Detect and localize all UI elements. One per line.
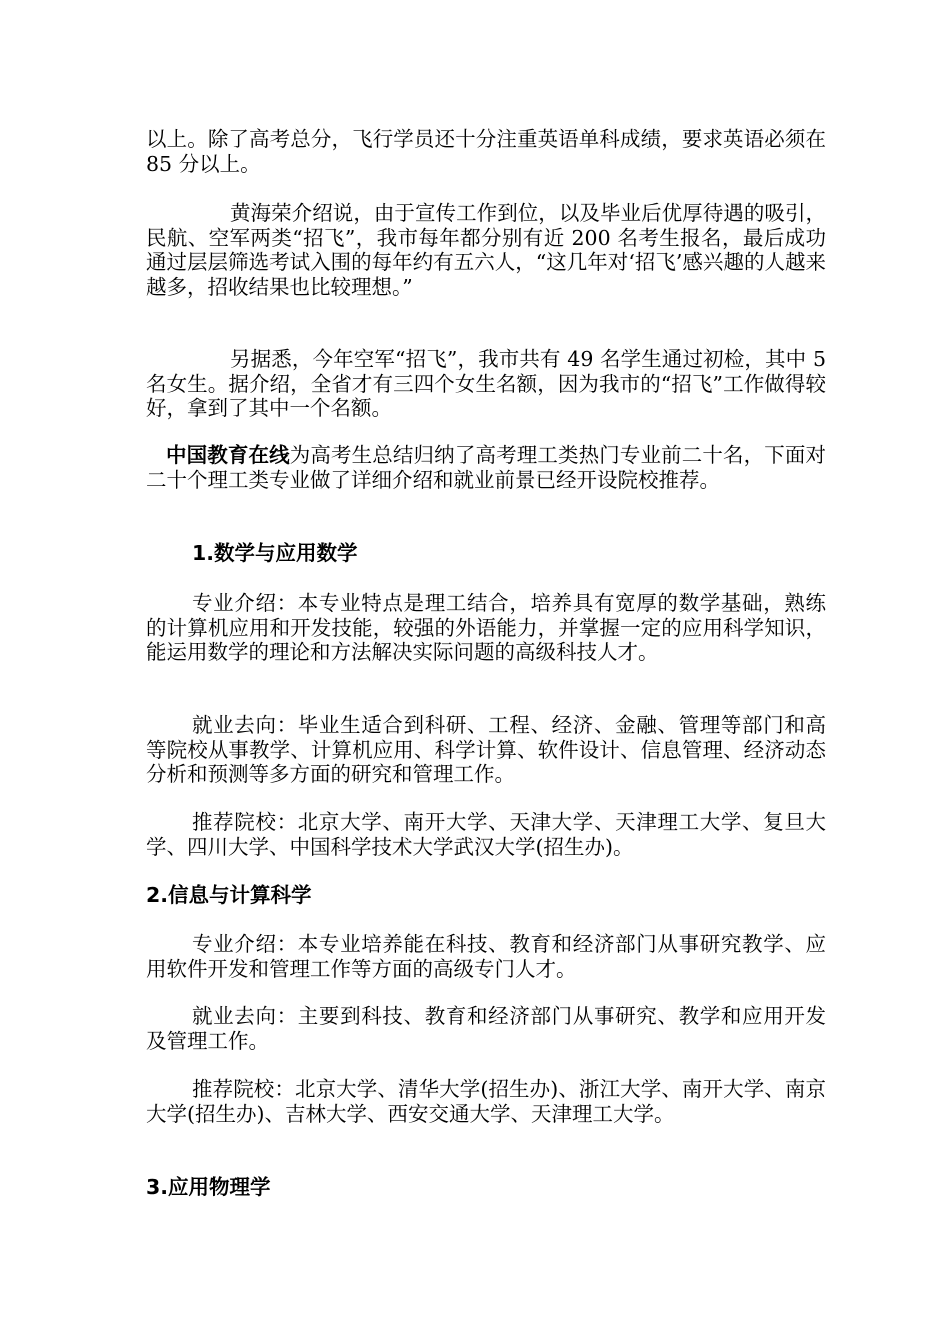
paragraph-flight-english: 以上。除了高考总分，飞行学员还十分注重英语单科成绩，要求英语必须在 85 分以上。: [146, 127, 826, 176]
section2-heading: 2.信息与计算科学: [146, 883, 312, 907]
section1-career: 就业去向：毕业生适合到科研、工程、经济、金融、管理等部门和高等院校从事教学、计算机应用、科学计算、软件设计、信息管理、经济动态分析和预测等多方面的研究和管理工作。: [146, 713, 826, 786]
section1-schools: 推荐院校：北京大学、南开大学、天津大学、天津理工大学、复旦大学、四川大学、中国科学技术大学武汉大学(招生办)。: [146, 810, 826, 859]
paragraph-huang-hairong: 黄海荣介绍说，由于宣传工作到位，以及毕业后优厚待遇的吸引，民航、空军两类“招飞”，我市每年都分别有近 200 名考生报名，最后成功通过层层筛选考试入围的每年约有五六人，“这几年对‘招飞’感兴趣的人越来越多，招收结果也比较理想。”: [146, 201, 826, 299]
section3-heading: 3.应用物理学: [146, 1175, 271, 1199]
section2-intro: 专业介绍：本专业培养能在科技、教育和经济部门从事研究教学、应用软件开发和管理工作等方面的高级专门人才。: [146, 932, 826, 981]
intro-source-name: 中国教育在线: [166, 443, 290, 467]
paragraph-air-force: 另据悉，今年空军“招飞”，我市共有 49 名学生通过初检，其中 5 名女生。据介绍，全省才有三四个女生名额，因为我市的“招飞”工作做得较好，拿到了其中一个名额。: [146, 347, 826, 420]
section1-intro: 专业介绍：本专业特点是理工结合，培养具有宽厚的数学基础，熟练的计算机应用和开发技能，较强的外语能力，并掌握一定的应用科学知识，能运用数学的理论和方法解决实际问题的高级科技人才。: [146, 591, 826, 664]
section2-career: 就业去向：主要到科技、教育和经济部门从事研究、教学和应用开发及管理工作。: [146, 1004, 826, 1053]
section2-schools: 推荐院校：北京大学、清华大学(招生办)、浙江大学、南开大学、南京大学(招生办)、吉林大学、西安交通大学、天津理工大学。: [146, 1077, 826, 1126]
section1-heading: 1.数学与应用数学: [192, 541, 358, 565]
intro-text: 为高考生总结归纳了高考理工类热门专业前二十名，下面对二十个理工类专业做了详细介绍和就业前景已经开设院校推荐。: [146, 443, 827, 492]
paragraph-intro: [146, 443, 826, 492]
